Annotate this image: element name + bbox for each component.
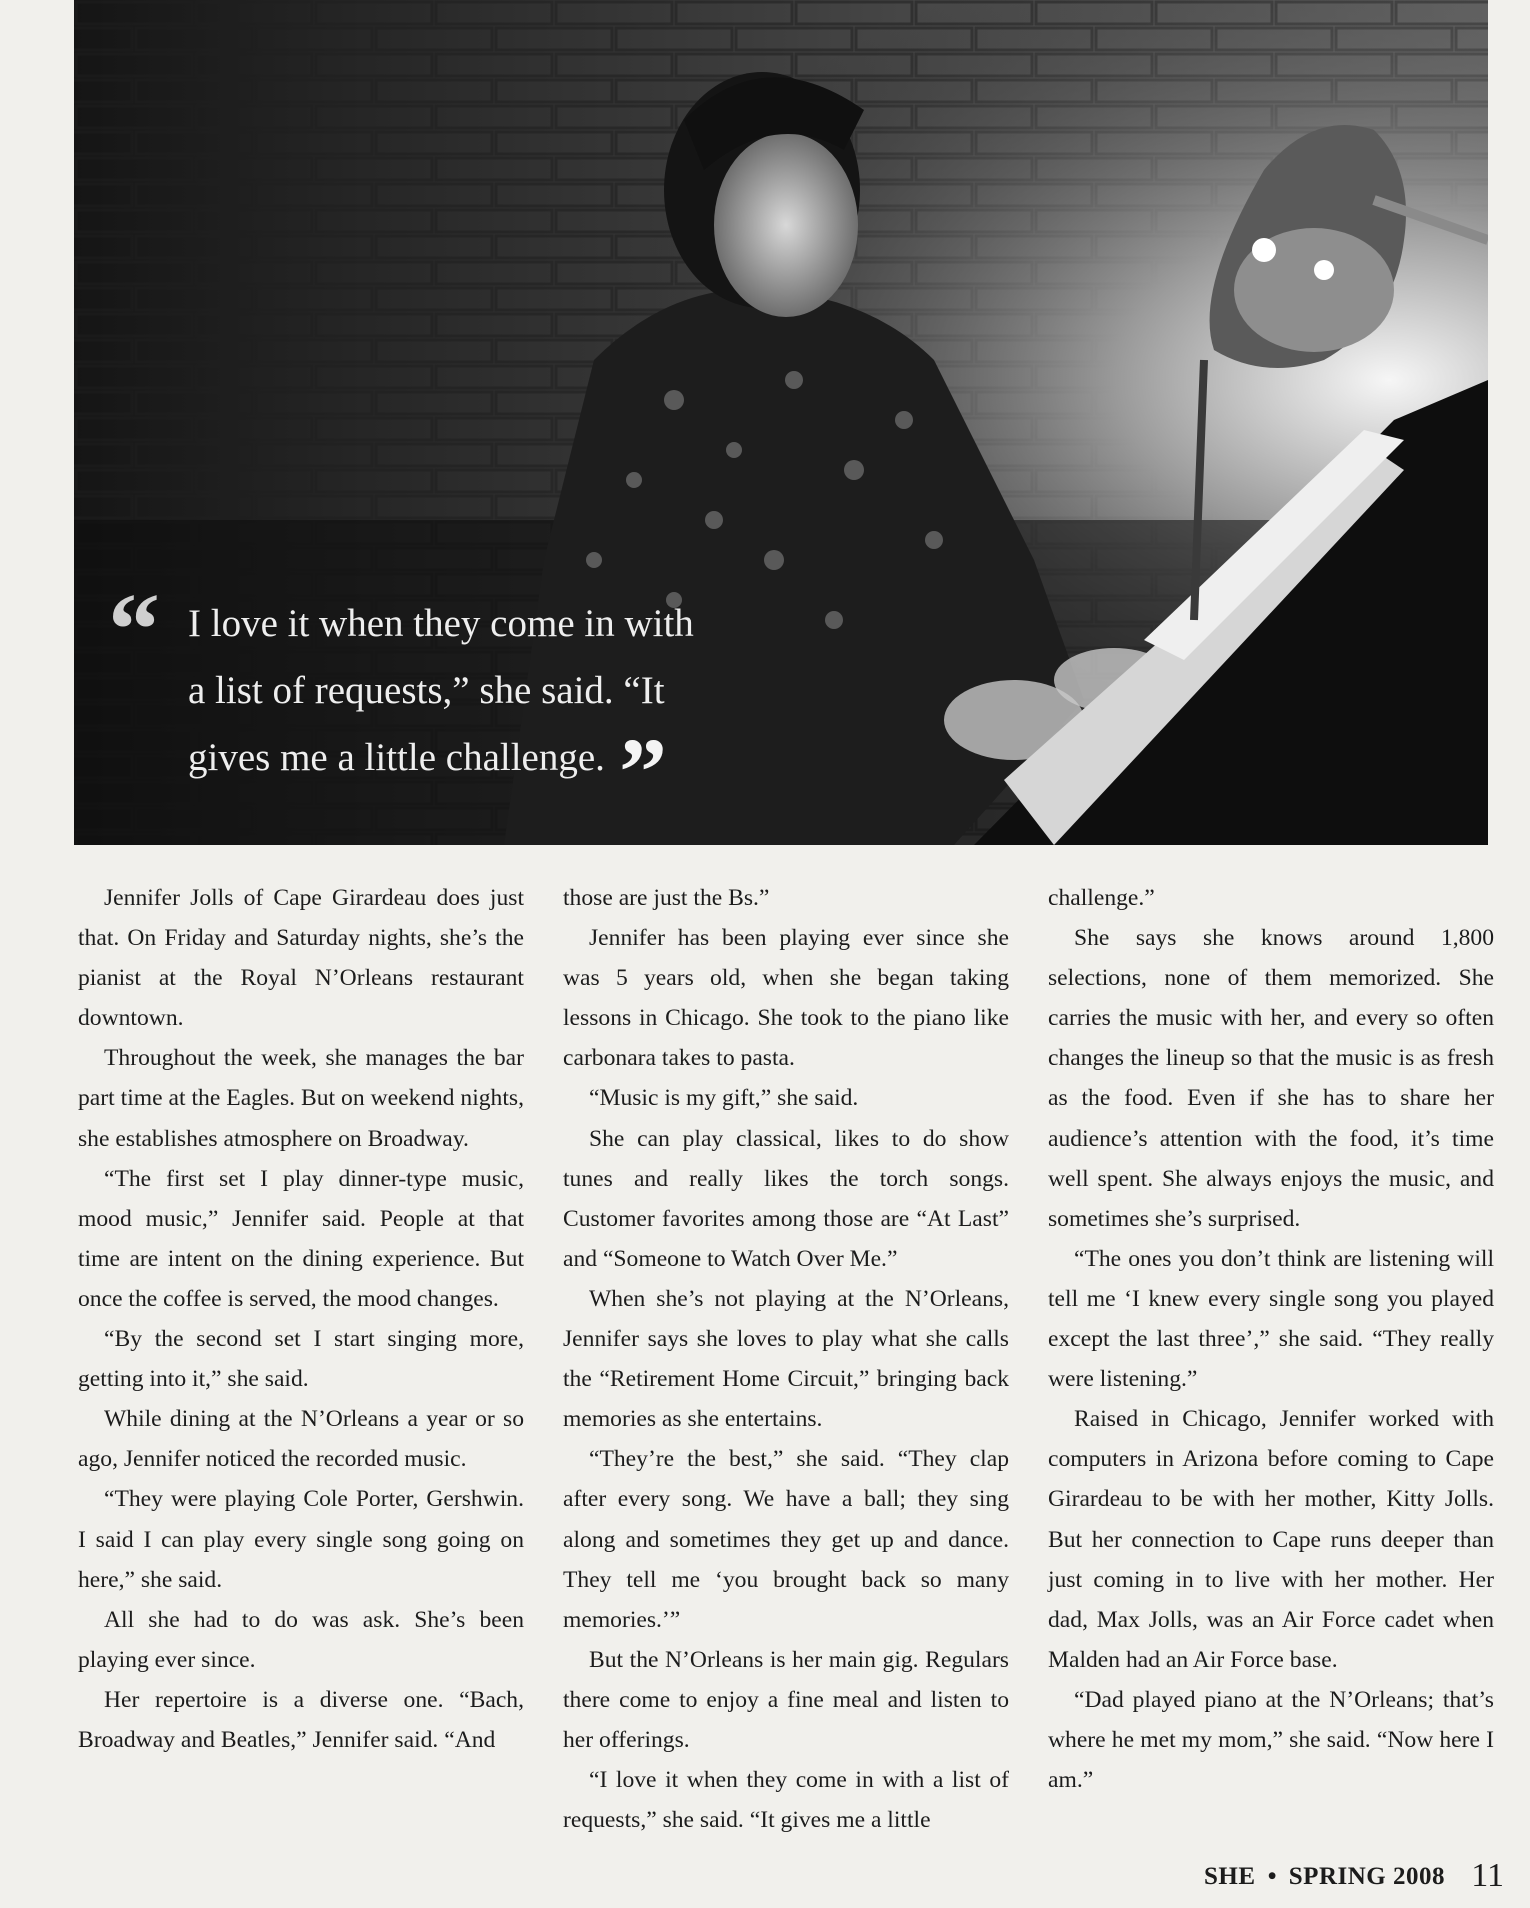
paragraph: Her repertoire is a diverse one. “Bach, Broadway and Beatles,” Jennifer said. “And xyxy=(78,1686,524,1753)
paragraph: “They were playing Cole Porter, Gershwin. I said I can play every single song going on here,” she said. xyxy=(78,1486,524,1593)
paragraph: “I love it when they come in with a list of requests,” she said. “It gives me a little xyxy=(563,1767,1009,1834)
paragraph: Raised in Chicago, Jennifer worked with computers in Arizona before coming to Cape Girardeau to be with her mother, Kitty Jolls. But her connection to Cape runs deeper than just coming in to live with her mother. Her dad, Max Jolls, was an Air Force cadet when Malden had an Air Force base. xyxy=(1048,1406,1494,1673)
paragraph: Jennifer has been playing ever since she was 5 years old, when she began taking lessons in Chicago. She took to the piano like carbonara takes to pasta. xyxy=(563,925,1009,1072)
footer-separator: • xyxy=(1267,1863,1277,1890)
hero-photo xyxy=(74,0,1488,845)
paragraph-continued: challenge.” xyxy=(1048,885,1155,911)
open-quote-mark: “ xyxy=(108,572,160,687)
issue-date: SPRING 2008 xyxy=(1288,1863,1445,1890)
pull-quote xyxy=(108,572,868,825)
paragraph: When she’s not playing at the N’Orleans, Jennifer says she loves to play what she calls the “Retirement Home Circuit,” bringing back memories as she entertains. xyxy=(563,1285,1009,1433)
article-column-2 xyxy=(563,878,1009,1840)
paragraph: “Dad played piano at the N’Orleans; that’s where he met my mom,” she said. “Now here I am.” xyxy=(1048,1686,1494,1794)
article-column-1 xyxy=(78,878,524,1760)
paragraph: But the N’Orleans is her main gig. Regulars there come to enjoy a fine meal and listen to her offerings. xyxy=(563,1646,1009,1753)
paragraph: All she had to do was ask. She’s been playing ever since. xyxy=(78,1606,524,1673)
paragraph: Throughout the week, she manages the bar part time at the Eagles. But on weekend nights, she establishes atmosphere on Broadway. xyxy=(78,1045,524,1152)
paragraph: “The first set I play dinner-type music, mood music,” Jennifer said. People at that time are intent on the dining experience. But once the coffee is served, the mood changes. xyxy=(78,1165,524,1312)
paragraph: She can play classical, likes to do show tunes and really likes the torch songs. Customer favorites among those are “At Last” and “Someone to Watch Over Me.” xyxy=(563,1125,1009,1272)
paragraph-continued: those are just the Bs.” xyxy=(563,885,770,911)
paragraph: While dining at the N’Orleans a year or so ago, Jennifer noticed the recorded music. xyxy=(78,1406,524,1473)
paragraph: She says she knows around 1,800 selections, none of them memorized. She carries the music with her, and every so often changes the lineup so that the music is as fresh as the food. Even if she has to share her audience’s attention with the food, it’s time well spent. She always enjoys the music, and sometimes she’s surprised. xyxy=(1048,925,1494,1232)
paragraph: “They’re the best,” she said. “They clap after every song. We have a ball; they sing along and sometimes they get up and dance. They tell me ‘you brought back so many memories.’” xyxy=(563,1446,1009,1633)
paragraph: “The ones you don’t think are listening will tell me ‘I knew every single song you played except the last three’,” she said. “They really were listening.” xyxy=(1048,1245,1494,1393)
pull-quote-line-2: a list of requests,” she said. “It xyxy=(188,669,665,712)
page-number: 11 xyxy=(1471,1857,1504,1894)
pull-quote-line-3 xyxy=(108,718,868,825)
pull-quote-line-1: I love it when they come in with xyxy=(188,602,694,645)
pull-quote-line-3-text: gives me a little challenge. xyxy=(188,736,605,779)
paragraph: “By the second set I start singing more, getting into it,” she said. xyxy=(78,1326,524,1393)
paragraph: Jennifer Jolls of Cape Girardeau does just that. On Friday and Saturday nights, she’s the pianist at the Royal N’Orleans restaurant downtown. xyxy=(78,885,524,1032)
publication-name: SHE xyxy=(1203,1863,1256,1890)
paragraph: “Music is my gift,” she said. xyxy=(589,1085,859,1112)
page-footer xyxy=(1204,1859,1504,1894)
article-column-3 xyxy=(1048,878,1494,1800)
close-quote-mark: ” xyxy=(618,718,667,825)
